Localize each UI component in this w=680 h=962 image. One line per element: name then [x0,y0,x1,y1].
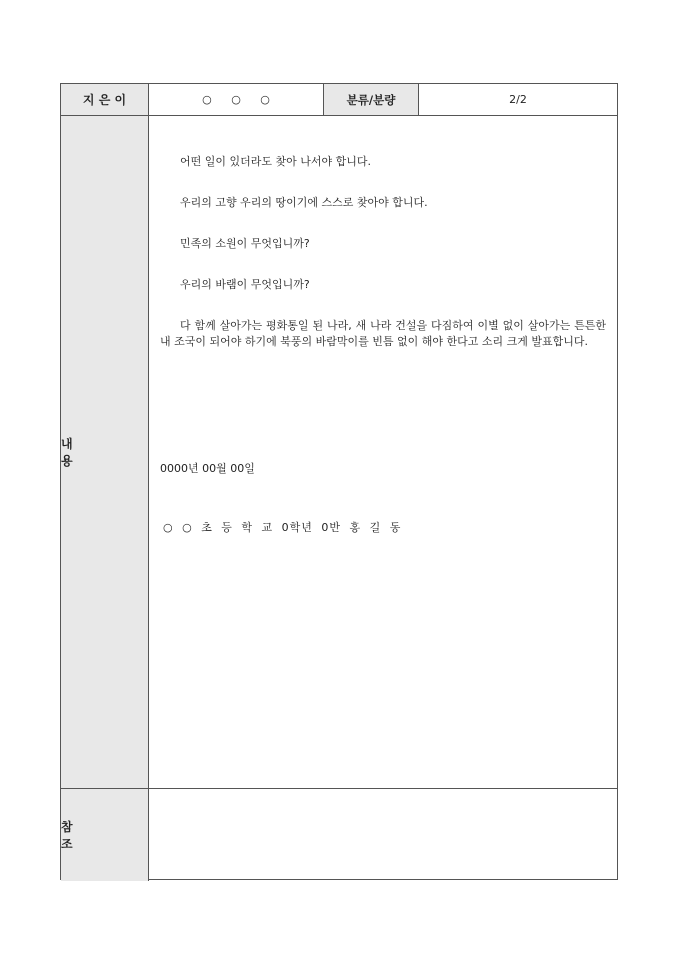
reference-label [61,789,149,881]
header-row [61,84,617,116]
paragraph-1: 어떤 일이 있더라도 찾아 나서야 합니다. [180,155,371,168]
content-row [61,116,617,789]
reference-label-text: 참 조 [61,820,101,851]
paragraph-4: 우리의 바램이 무엇입니까? [180,278,310,291]
paragraph-3: 민족의 소원이 무엇입니까? [180,237,310,250]
content-label-text: 내 용 [61,437,101,468]
author-value: ○ ○ ○ [149,84,324,115]
signature-line: ○ ○ 초 등 학 교 0학년 0반 홍 길 동 [163,521,402,534]
reference-row [61,789,617,881]
reference-value [149,789,617,881]
essay-form [60,83,618,880]
content-label [61,116,149,788]
paragraph-5: 다 함께 살아가는 평화통일 된 나라, 새 나라 건설을 다짐하여 이별 없이 살아가는 튼튼한 내 조국이 되어야 하기에 북풍의 바람막이를 빈틈 없이 해야 한다고 소리 크게 발표합니다. [160,319,606,348]
paragraph-2: 우리의 고향 우리의 땅이기에 스스로 찾아야 합니다. [180,196,428,209]
date-line: 0000년 00월 00일 [160,462,255,475]
category-value: 2/2 [509,93,527,106]
category-label: 분류/분량 [324,84,419,115]
author-label: 지 은 이 [61,84,149,115]
